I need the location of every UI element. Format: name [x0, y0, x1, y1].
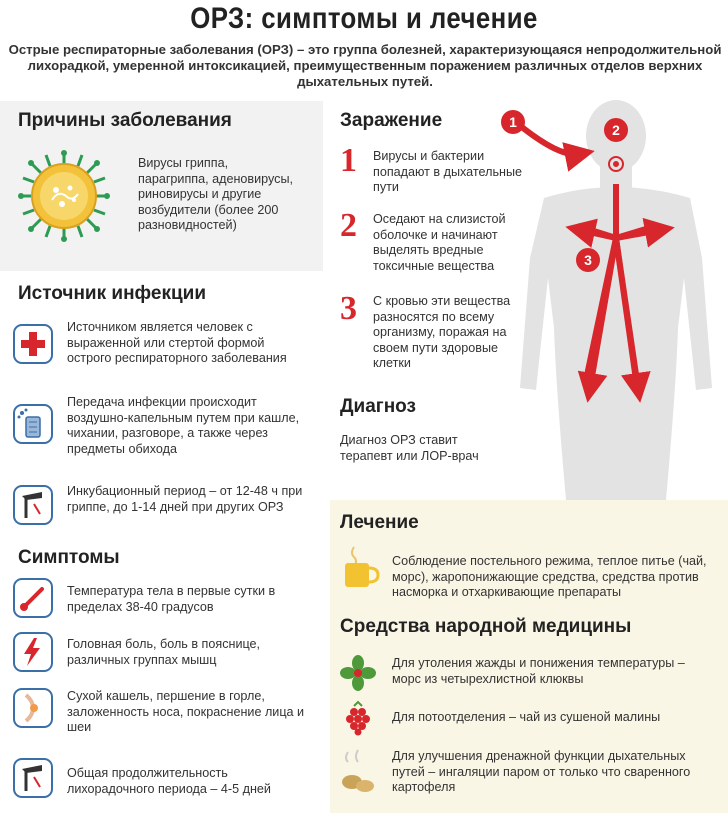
diagnosis-heading: Диагноз: [340, 396, 416, 417]
throat-icon: [12, 687, 54, 729]
infection-step-2-number: 2: [340, 207, 357, 244]
virus-icon: [18, 150, 110, 242]
page-title: ОРЗ: симптомы и лечение: [190, 2, 538, 35]
thermometer-icon: [12, 577, 54, 619]
raspberry-icon: [340, 700, 376, 736]
infection-step-1-text: Вирусы и бактерии попадают в дыхательные пути: [373, 149, 523, 194]
symptoms-heading: Симптомы: [18, 547, 120, 568]
folk-heading: Средства народной медицины: [340, 616, 632, 637]
infection-step-3-text: С кровью эти вещества разносятся по всему организму, поражая на своем пути здоровые клетки: [373, 294, 511, 370]
potato-icon: [338, 748, 378, 796]
source-heading: Источник инфекции: [18, 283, 207, 304]
lightning-icon: [12, 631, 54, 673]
causes-heading: Причины заболевания: [18, 110, 232, 131]
body-marker-2-label: 2: [612, 122, 620, 138]
tea-cup-icon: [340, 545, 380, 589]
treatment-text: Соблюдение постельного режима, теплое питье (чай, морс), жаропонижающие средства, средства против насморка и отхаркивающие препараты: [392, 554, 707, 599]
intro-text: Острые респираторные заболевания (ОРЗ) – это группа болезней, характеризующаяся непродолжительной лихорадкой, умеренной интоксикацией, преимущественным поражением различных отделов верхних дыхательных путей.: [8, 42, 722, 89]
folk-item-3: Для улучшения дренажной функции дыхательных путей – ингаляции паром от только что сваренного картофеля: [392, 749, 691, 794]
red-cross-icon: [12, 323, 54, 365]
body-marker-1-label: 1: [509, 114, 517, 130]
source-item-1: Источником является человек с выраженной или стертой формой острого респираторного заболевания: [67, 320, 287, 365]
infection-step-1-number: 1: [340, 142, 357, 179]
spray-icon: [12, 403, 54, 445]
infection-heading: Заражение: [340, 110, 443, 131]
source-item-3: Инкубационный период – от 12-48 ч при гриппе, до 1-14 дней при других ОРЗ: [67, 484, 303, 514]
folk-item-1: Для утоления жажды и понижения температуры – морс из четырехлистной клюквы: [392, 656, 685, 686]
symptom-item-4: Общая продолжительность лихорадочного периода – 4-5 дней: [67, 766, 271, 796]
diagnosis-text: Диагноз ОРЗ ставит терапевт или ЛОР-врач: [340, 433, 479, 463]
source-item-2: Передача инфекции происходит воздушно-капельным путем при кашле, чихании, разговоре, а также через предметы обихода: [67, 395, 300, 456]
infection-step-3-number: 3: [340, 290, 357, 327]
clock-icon: [12, 757, 54, 799]
causes-text: Вирусы гриппа, парагриппа, аденовирусы, риновирусы и другие возбудители (более 200 разновидностей): [138, 156, 294, 232]
symptom-item-2: Головная боль, боль в пояснице, различных группах мышц: [67, 637, 261, 667]
folk-item-2: Для потоотделения – чай из сушеной малины: [392, 710, 661, 724]
infection-step-2-text: Оседают на слизистой оболочке и начинают выделять вредные токсичные вещества: [373, 212, 506, 273]
leaf-icon: [340, 655, 376, 691]
body-marker-3-label: 3: [584, 252, 592, 268]
symptom-item-3: Сухой кашель, першение в горле, заложенность носа, покраснение лица и шеи: [67, 689, 305, 734]
symptom-item-1: Температура тела в первые сутки в пределах 38-40 градусов: [67, 584, 276, 614]
treatment-heading: Лечение: [340, 512, 419, 533]
clock-icon: [12, 484, 54, 526]
